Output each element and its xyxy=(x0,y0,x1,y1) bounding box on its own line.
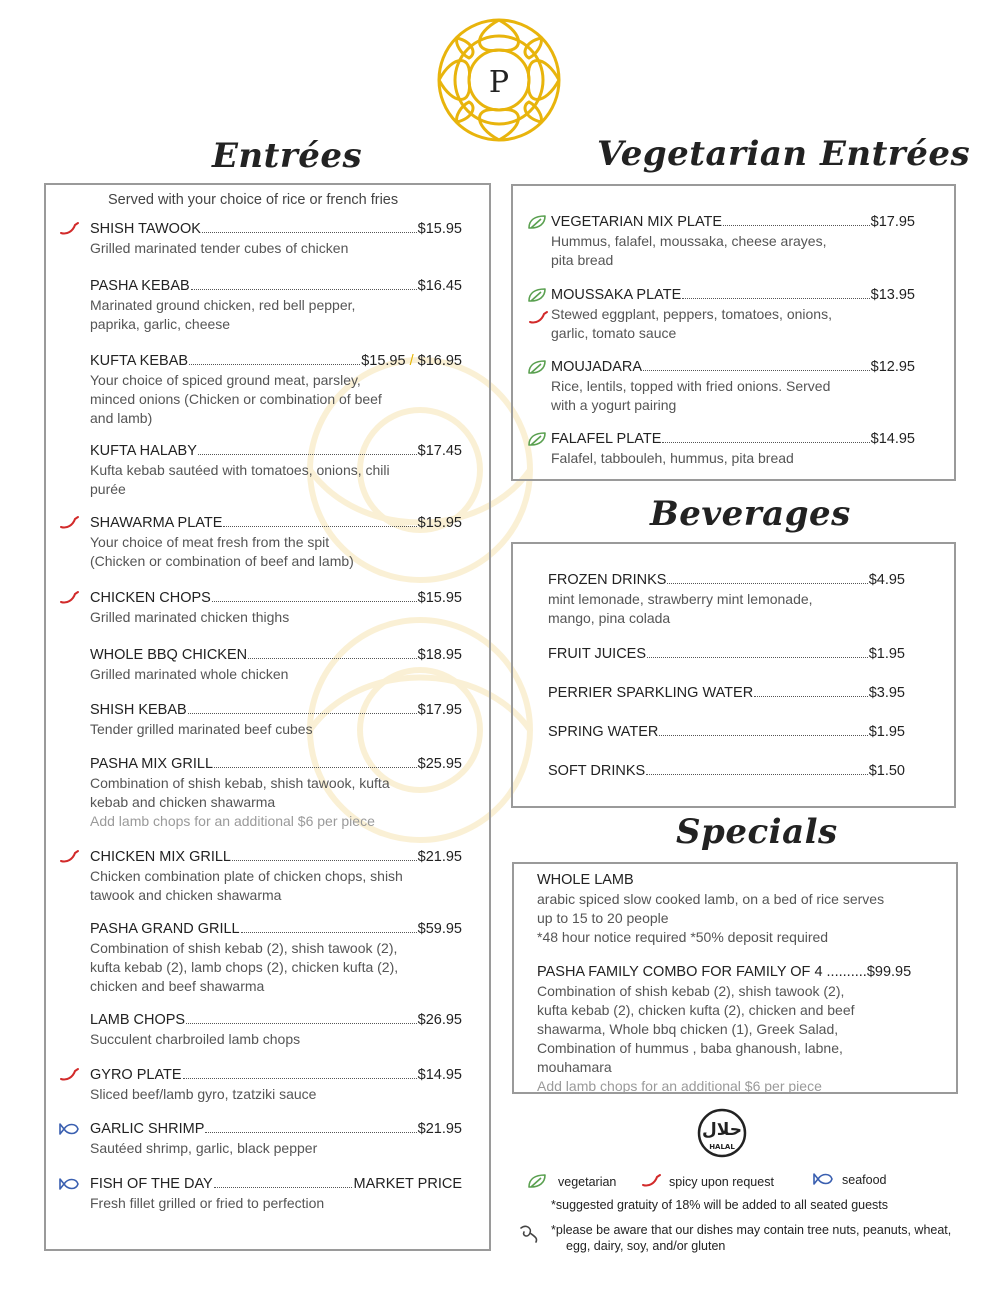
halal-badge xyxy=(691,1108,753,1158)
leader-dots xyxy=(682,298,869,299)
menu-item-description: Rice, lentils, topped with fried onions. Served xyxy=(551,378,831,394)
menu-item xyxy=(551,213,915,269)
menu-item-price: $13.95 xyxy=(870,287,915,303)
menu-item-price: $16.45 xyxy=(417,278,462,294)
menu-item-price: $21.95 xyxy=(417,1121,462,1137)
gratuity-note: *suggested gratuity of 18% will be added to all seated guests xyxy=(551,1198,889,1212)
legend-seafood: seafood xyxy=(842,1173,887,1187)
chili-icon xyxy=(640,1173,662,1189)
menu-item-name: KUFTA KEBAB xyxy=(90,353,189,369)
menu-item-name: PASHA MIX GRILL xyxy=(90,756,214,772)
menu-item-description: up to 15 to 20 people xyxy=(537,910,669,926)
menu-item-price: $15.95 xyxy=(417,221,462,237)
menu-item-name: PASHA FAMILY COMBO FOR FAMILY OF 4 ..........$99.95 xyxy=(537,964,912,980)
menu-item-name: PASHA GRAND GRILL xyxy=(90,921,240,937)
chili-icon xyxy=(58,590,80,606)
menu-item-description: Fresh fillet grilled or fried to perfection xyxy=(90,1195,325,1211)
leaf-icon xyxy=(527,287,549,303)
menu-item xyxy=(551,286,915,342)
menu-item-description: purée xyxy=(90,481,126,497)
menu-item-name: MOUSSAKA PLATE xyxy=(551,287,682,303)
menu-item xyxy=(548,762,905,780)
menu-item xyxy=(90,220,462,257)
menu-item xyxy=(90,1175,462,1212)
menu-item-line xyxy=(90,277,462,295)
leaf-icon xyxy=(527,431,549,447)
menu-item-line xyxy=(548,762,905,780)
menu-item-name: WHOLE LAMB xyxy=(537,872,634,888)
menu-item-line xyxy=(90,514,462,532)
menu-item-price: $26.95 xyxy=(417,1012,462,1028)
menu-item-line xyxy=(537,871,937,889)
menu-item-price: $15.95 xyxy=(417,515,462,531)
menu-item-line xyxy=(551,213,915,231)
menu-item-line xyxy=(551,430,915,448)
menu-item-description: Chicken combination plate of chicken chops, shish xyxy=(90,868,403,884)
menu-item xyxy=(90,920,462,995)
menu-item-name: SOFT DRINKS xyxy=(548,763,646,779)
menu-item-price: $14.95 xyxy=(870,431,915,447)
leader-dots xyxy=(662,442,869,443)
leader-dots xyxy=(647,657,868,658)
menu-item-description: Grilled marinated tender cubes of chicken xyxy=(90,240,349,256)
menu-item-name: KUFTA HALABY xyxy=(90,443,197,459)
svg-text:حلال: حلال xyxy=(702,1120,742,1140)
leader-dots xyxy=(191,289,417,290)
vegetarian-title: Vegetarian Entrées xyxy=(597,134,971,174)
menu-item xyxy=(548,645,905,663)
menu-item-description: tawook and chicken shawarma xyxy=(90,887,282,903)
fish-icon xyxy=(58,1176,80,1192)
menu-item-price: $14.95 xyxy=(417,1067,462,1083)
menu-item-line xyxy=(90,589,462,607)
menu-item-name: PASHA KEBAB xyxy=(90,278,190,294)
menu-item xyxy=(90,1066,462,1103)
leader-dots xyxy=(248,658,417,659)
menu-item-name: FRUIT JUICES xyxy=(548,646,647,662)
menu-item-price: $59.95 xyxy=(417,921,462,937)
svg-text:HALAL: HALAL xyxy=(709,1143,735,1151)
menu-item xyxy=(90,755,462,830)
leader-dots xyxy=(198,454,417,455)
leader-dots xyxy=(205,1132,416,1133)
menu-item-line xyxy=(551,358,915,376)
menu-item-price: MARKET PRICE xyxy=(353,1176,462,1192)
menu-item-line xyxy=(90,701,462,719)
menu-item-line xyxy=(551,286,915,304)
menu-item-line xyxy=(90,920,462,938)
menu-item xyxy=(90,352,462,427)
menu-item xyxy=(548,723,905,741)
menu-item-name: GYRO PLATE xyxy=(90,1067,182,1083)
allergy-note-line1: *please be aware that our dishes may contain tree nuts, peanuts, wheat, xyxy=(551,1223,952,1237)
menu-item-price: $25.95 xyxy=(417,756,462,772)
menu-item-name: FROZEN DRINKS xyxy=(548,572,667,588)
menu-item-description: Combination of shish kebab (2), shish tawook (2), xyxy=(90,940,398,956)
menu-item-price: $18.95 xyxy=(417,647,462,663)
leader-dots xyxy=(754,696,868,697)
leader-dots xyxy=(214,767,417,768)
menu-item-description: kufta kebab (2), lamb chops (2), chicken kufta (2), xyxy=(90,959,399,975)
logo-letter: P xyxy=(488,65,510,100)
menu-item-name: FISH OF THE DAY xyxy=(90,1176,213,1192)
menu-item-line xyxy=(90,352,462,370)
menu-item xyxy=(90,701,462,738)
menu-item-description: Sliced beef/lamb gyro, tzatziki sauce xyxy=(90,1086,317,1102)
menu-item-description: mouhamara xyxy=(537,1059,612,1075)
menu-item-line xyxy=(537,963,937,981)
menu-item-line xyxy=(90,646,462,664)
menu-item xyxy=(90,442,462,498)
menu-item-description: Grilled marinated chicken thighs xyxy=(90,609,290,625)
entrees-title: Entrées xyxy=(212,136,363,176)
beverages-title: Beverages xyxy=(650,494,851,534)
allergy-icon xyxy=(518,1224,540,1244)
leaf-icon xyxy=(527,1173,549,1189)
leader-dots xyxy=(241,932,417,933)
allergy-note-line2: egg, dairy, soy, and/or gluten xyxy=(566,1239,726,1253)
menu-item-price: $21.95 xyxy=(417,849,462,865)
menu-item-line xyxy=(90,848,462,866)
menu-item xyxy=(90,514,462,570)
leader-dots xyxy=(186,1023,417,1024)
menu-item-name: SHISH TAWOOK xyxy=(90,221,201,237)
menu-item-line xyxy=(90,1175,462,1193)
menu-item-name: SPRING WATER xyxy=(548,724,659,740)
leader-dots xyxy=(188,713,417,714)
menu-item xyxy=(90,589,462,626)
menu-item-name: CHICKEN MIX GRILL xyxy=(90,849,231,865)
menu-item xyxy=(90,277,462,333)
menu-item-name: SHAWARMA PLATE xyxy=(90,515,223,531)
menu-item-description: Combination of shish kebab, shish tawook, kufta xyxy=(90,775,390,791)
legend-spicy: spicy upon request xyxy=(669,1175,774,1189)
menu-item-description: kebab and chicken shawarma xyxy=(90,794,276,810)
menu-item-description: shawarma, Whole bbq chicken (1), Greek Salad, xyxy=(537,1021,839,1037)
menu-item-name: GARLIC SHRIMP xyxy=(90,1121,205,1137)
menu-item-line xyxy=(548,645,905,663)
menu-item-description: (Chicken or combination of beef and lamb) xyxy=(90,553,354,569)
leader-dots xyxy=(214,1187,353,1188)
menu-item-description: pita bread xyxy=(551,252,614,268)
chili-icon xyxy=(58,849,80,865)
leader-dots xyxy=(183,1078,417,1079)
menu-item-name: LAMB CHOPS xyxy=(90,1012,186,1028)
menu-item-price: $1.95 xyxy=(868,724,905,740)
menu-item-line xyxy=(548,684,905,702)
menu-item-description: kufta kebab (2), chicken kufta (2), chicken and beef xyxy=(537,1002,855,1018)
menu-item-name: FALAFEL PLATE xyxy=(551,431,662,447)
menu-item-line xyxy=(90,220,462,238)
menu-item-description: Succulent charbroiled lamb chops xyxy=(90,1031,301,1047)
menu-item-description: Sautéed shrimp, garlic, black pepper xyxy=(90,1140,318,1156)
entrees-subtitle: Served with your choice of rice or french fries xyxy=(108,192,399,208)
menu-item-name: PERRIER SPARKLING WATER xyxy=(548,685,754,701)
legend-vegetarian: vegetarian xyxy=(558,1175,617,1189)
leader-dots xyxy=(659,735,867,736)
menu-item-name: SHISH KEBAB xyxy=(90,702,187,718)
menu-item-price: $1.95 xyxy=(868,646,905,662)
menu-item xyxy=(537,871,937,946)
menu-item-price: $1.50 xyxy=(868,763,905,779)
menu-item-description: minced onions (Chicken or combination of beef xyxy=(90,391,382,407)
menu-item-line xyxy=(90,1066,462,1084)
menu-item-name: WHOLE BBQ CHICKEN xyxy=(90,647,248,663)
menu-item-price: $12.95 xyxy=(870,359,915,375)
menu-item xyxy=(90,848,462,904)
menu-item-description: arabic spiced slow cooked lamb, on a bed of rice serves xyxy=(537,891,885,907)
menu-item xyxy=(551,358,915,414)
menu-item-description: Your choice of meat fresh from the spit xyxy=(90,534,330,550)
menu-item-name: CHICKEN CHOPS xyxy=(90,590,211,606)
chili-icon xyxy=(58,221,80,237)
fish-icon xyxy=(58,1121,80,1137)
leaf-icon xyxy=(527,359,549,375)
menu-item xyxy=(90,1011,462,1048)
menu-item-price: $15.95 xyxy=(417,590,462,606)
leader-dots xyxy=(723,225,870,226)
menu-item-description: Marinated ground chicken, red bell pepper, xyxy=(90,297,356,313)
menu-item-description: garlic, tomato sauce xyxy=(551,325,677,341)
menu-item-price: $15.95 / $16.95 xyxy=(361,353,462,369)
menu-item-name: VEGETARIAN MIX PLATE xyxy=(551,214,723,230)
leader-dots xyxy=(643,370,870,371)
menu-item-note: Add lamb chops for an additional $6 per piece xyxy=(90,813,375,829)
specials-title: Specials xyxy=(676,812,838,852)
chili-icon xyxy=(527,310,549,326)
menu-item-line xyxy=(90,1120,462,1138)
leaf-icon xyxy=(527,214,549,230)
menu-item-price: $17.95 xyxy=(417,702,462,718)
menu-item-line xyxy=(90,1011,462,1029)
menu-item-price: $4.95 xyxy=(868,572,905,588)
menu-item xyxy=(551,430,915,467)
menu-item-description: paprika, garlic, cheese xyxy=(90,316,231,332)
menu-item-description: Combination of shish kebab (2), shish tawook (2), xyxy=(537,983,845,999)
menu-item-price: $17.95 xyxy=(870,214,915,230)
menu-item-description: Stewed eggplant, peppers, tomatoes, onions, xyxy=(551,306,832,322)
menu-item xyxy=(548,571,905,627)
menu-item xyxy=(548,684,905,702)
menu-item-description: Falafel, tabbouleh, hummus, pita bread xyxy=(551,450,794,466)
menu-item-price: $17.45 xyxy=(417,443,462,459)
chili-icon xyxy=(58,515,80,531)
menu-item-note: Add lamb chops for an additional $6 per piece xyxy=(537,1078,822,1094)
menu-item-description: Your choice of spiced ground meat, parsley, xyxy=(90,372,361,388)
menu-item-description: Kufta kebab sautéed with tomatoes, onions, chili xyxy=(90,462,390,478)
menu-item-description: and lamb) xyxy=(90,410,153,426)
menu-item-name: MOUJADARA xyxy=(551,359,643,375)
menu-item-price: $3.95 xyxy=(868,685,905,701)
menu-item-description: Hummus, falafel, moussaka, cheese arayes, xyxy=(551,233,827,249)
menu-item xyxy=(537,963,937,1095)
menu-item-description: Combination of hummus , baba ghanoush, labne, xyxy=(537,1040,843,1056)
menu-item-description: mango, pina colada xyxy=(548,610,671,626)
menu-item-description: with a yogurt pairing xyxy=(551,397,677,413)
chili-icon xyxy=(58,1067,80,1083)
menu-item-line xyxy=(90,442,462,460)
menu-item-description: *48 hour notice required *50% deposit required xyxy=(537,929,829,945)
leader-dots xyxy=(232,860,417,861)
leader-dots xyxy=(189,364,360,365)
leader-dots xyxy=(202,232,417,233)
menu-item-description: mint lemonade, strawberry mint lemonade, xyxy=(548,591,813,607)
restaurant-logo xyxy=(433,14,565,146)
menu-item xyxy=(90,646,462,683)
menu-item xyxy=(90,1120,462,1157)
menu-item-description: chicken and beef shawarma xyxy=(90,978,265,994)
leader-dots xyxy=(223,526,416,527)
menu-item-line xyxy=(548,571,905,589)
menu-item-line xyxy=(548,723,905,741)
leader-dots xyxy=(212,601,417,602)
menu-item-line xyxy=(90,755,462,773)
menu-item-description: Tender grilled marinated beef cubes xyxy=(90,721,313,737)
fish-icon xyxy=(812,1171,834,1187)
leader-dots xyxy=(646,774,867,775)
leader-dots xyxy=(667,583,867,584)
menu-item-description: Grilled marinated whole chicken xyxy=(90,666,289,682)
